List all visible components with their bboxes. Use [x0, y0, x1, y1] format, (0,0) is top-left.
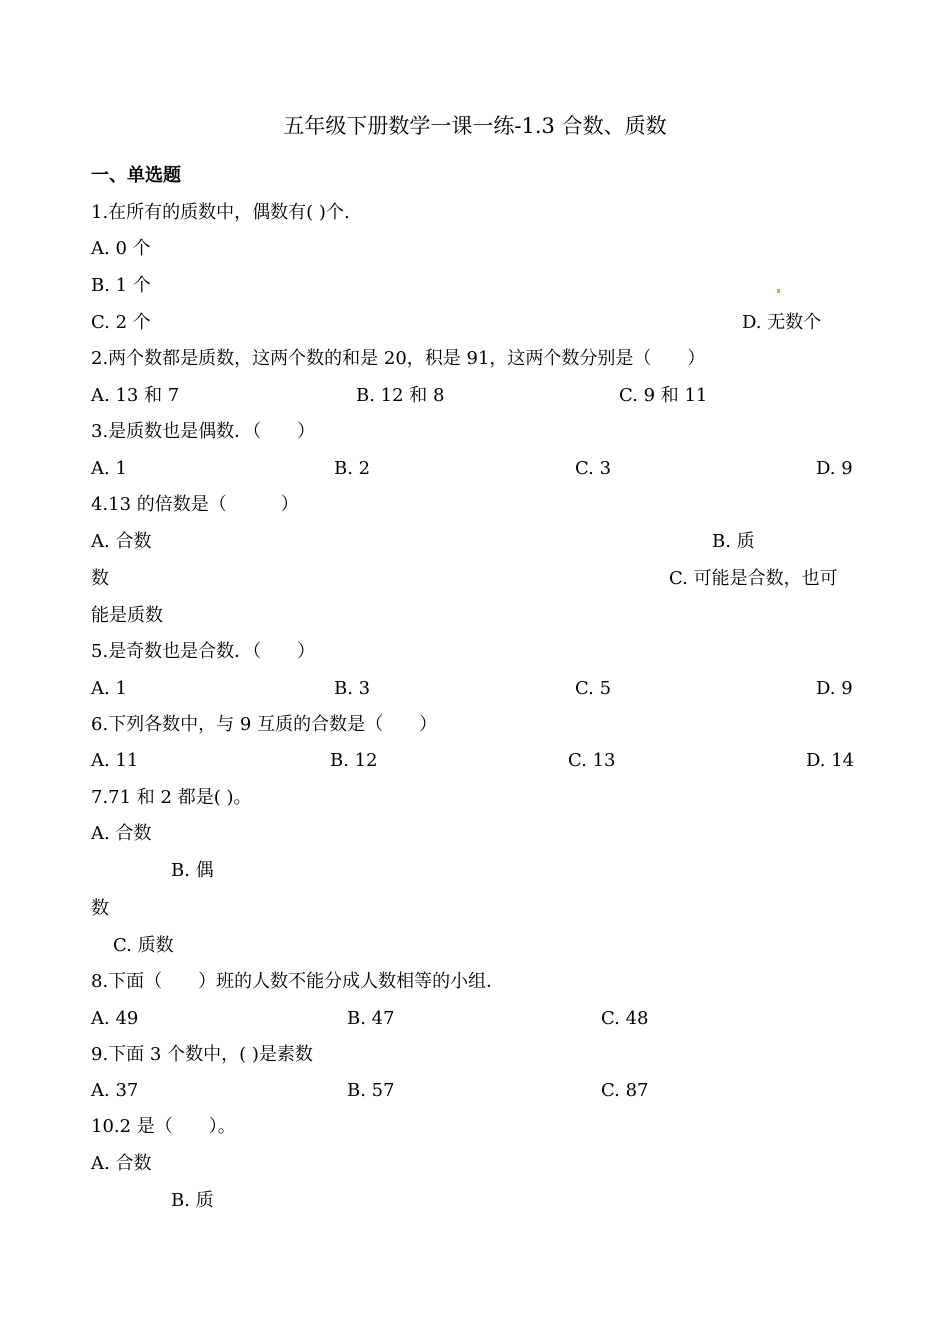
question-8-option-a: A. 49	[91, 1008, 139, 1029]
question-7-option-b-cont: 数	[91, 898, 109, 919]
question-4-option-a: A. 合数	[91, 531, 152, 552]
question-10-stem: 10.2 是（ ）。	[91, 1116, 236, 1137]
question-4-stem: 4.13 的倍数是（ ）	[91, 494, 299, 515]
question-7-option-a: A. 合数	[91, 823, 152, 844]
question-3-option-c: C. 3	[575, 458, 612, 479]
question-5-option-b: B. 3	[334, 678, 371, 699]
question-3-option-d: D. 9	[816, 458, 853, 479]
question-10-option-a: A. 合数	[91, 1153, 152, 1174]
question-1-stem: 1.在所有的质数中，偶数有( )个.	[91, 202, 350, 223]
question-1-option-a: A. 0 个	[91, 238, 151, 259]
question-7-stem: 7.71 和 2 都是( )。	[91, 787, 252, 808]
question-6-option-b: B. 12	[330, 750, 378, 771]
question-6-option-a: A. 11	[91, 750, 139, 771]
page-title: 五年级下册数学一课一练-1.3 合数、质数	[283, 114, 667, 138]
question-7-option-b: B. 偶	[171, 860, 214, 881]
question-6-option-d: D. 14	[806, 750, 855, 771]
question-6-stem: 6.下列各数中，与 9 互质的合数是（ ）	[91, 714, 438, 735]
question-1-option-d: D. 无数个	[742, 312, 822, 333]
question-2-option-c: C. 9 和 11	[619, 385, 708, 406]
question-5-option-a: A. 1	[91, 678, 127, 699]
question-9-option-b: B. 57	[347, 1080, 395, 1101]
question-7-option-c: C. 质数	[113, 935, 174, 956]
question-8-stem: 8.下面（ ）班的人数不能分成人数相等的小组．	[91, 971, 505, 992]
question-4-option-b-cont: 数	[91, 568, 109, 589]
question-4-option-c: C. 可能是合数，也可	[669, 568, 838, 589]
question-5-stem: 5.是奇数也是合数．（ ）	[91, 641, 316, 662]
question-9-stem: 9.下面 3 个数中，( )是素数	[91, 1044, 313, 1065]
question-4-option-b: B. 质	[712, 531, 755, 552]
section-heading: 一、单选题	[91, 165, 181, 186]
question-9-option-c: C. 87	[601, 1080, 649, 1101]
question-3-option-a: A. 1	[91, 458, 127, 479]
question-8-option-c: C. 48	[601, 1008, 649, 1029]
question-9-option-a: A. 37	[91, 1080, 139, 1101]
question-8-option-b: B. 47	[347, 1008, 395, 1029]
stray-mark	[777, 289, 780, 293]
question-2-stem: 2.两个数都是质数，这两个数的和是 20，积是 91，这两个数分别是（ ）	[91, 348, 706, 369]
question-10-option-b: B. 质	[171, 1190, 214, 1211]
question-2-option-b: B. 12 和 8	[356, 385, 445, 406]
question-1-option-b: B. 1 个	[91, 275, 151, 296]
question-4-option-c-cont: 能是质数	[91, 605, 163, 626]
question-1-option-c: C. 2 个	[91, 312, 151, 333]
question-2-option-a: A. 13 和 7	[91, 385, 180, 406]
question-3-stem: 3.是质数也是偶数．（ ）	[91, 421, 316, 442]
question-6-option-c: C. 13	[568, 750, 616, 771]
question-3-option-b: B. 2	[334, 458, 371, 479]
question-5-option-d: D. 9	[816, 678, 853, 699]
question-5-option-c: C. 5	[575, 678, 612, 699]
